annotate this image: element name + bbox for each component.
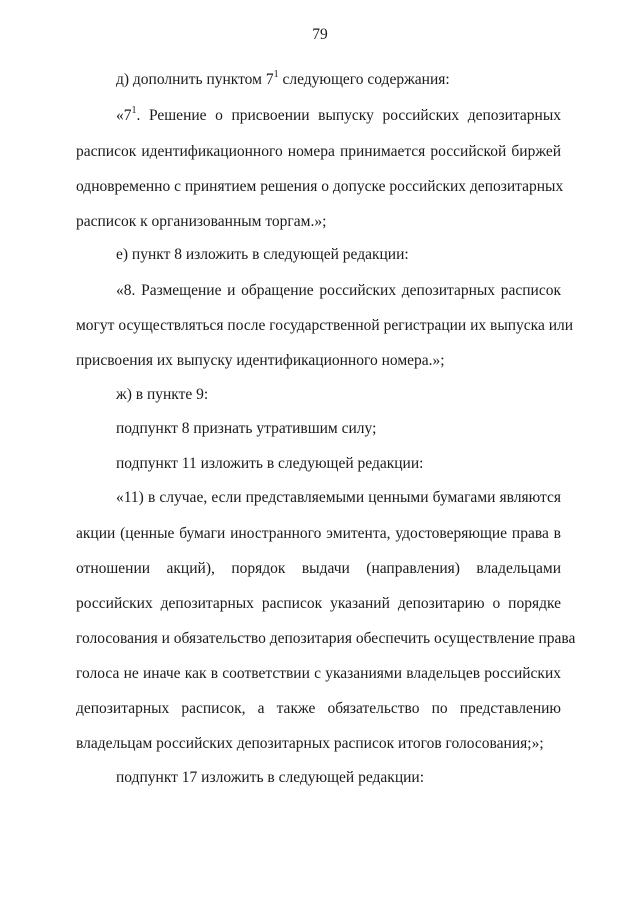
item-d-text-pre: д) дополнить пунктом 7 — [116, 71, 274, 88]
clause-11-line-1: «11) в случае, если представляемыми ценными бумагами являются — [116, 489, 561, 506]
clause-8-line-2: могут осуществляться после государственной регистрации их выпуска или — [76, 317, 574, 334]
subitem-17: подпункт 17 изложить в следующей редакции: — [116, 769, 425, 786]
item-e: е) пункт 8 изложить в следующей редакции: — [116, 246, 409, 263]
clause-7-1-line-1 — [116, 107, 561, 125]
clause-7-1-superscript: 1 — [131, 105, 137, 116]
item-zh: ж) в пункте 9: — [116, 386, 209, 403]
clause-7-1-text: . Решение о присвоении выпуску российских депозитарных — [136, 107, 561, 124]
subitem-8: подпункт 8 признать утратившим силу; — [116, 420, 377, 437]
clause-7-1-line-2: расписок идентификационного номера принимается российской биржей — [76, 143, 561, 160]
clause-11-line-4: российских депозитарных расписок указаний депозитарию о порядке — [76, 595, 561, 612]
item-d-text-post: следующего содержания: — [278, 71, 450, 88]
clause-11-line-8: владельцам российских депозитарных расписок итогов голосования;»; — [76, 735, 544, 752]
clause-7-1-quote-start: «7 — [116, 107, 132, 124]
clause-11-line-6: голоса не иначе как в соответствии с указаниями владельцев российских — [76, 665, 561, 682]
subitem-11: подпункт 11 изложить в следующей редакции: — [116, 455, 424, 472]
clause-11-line-3: отношении акций), порядок выдачи (направления) владельцами — [76, 560, 561, 577]
clause-11-line-2: акции (ценные бумаги иностранного эмитента, удостоверяющие права в — [76, 525, 561, 542]
clause-11-line-5: голосования и обязательство депозитария обеспечить осуществление права — [76, 630, 576, 647]
item-d-superscript: 1 — [273, 69, 279, 80]
clause-8-line-1: «8. Размещение и обращение российских депозитарных расписок — [116, 282, 561, 299]
page-number: 79 — [312, 26, 328, 43]
clause-8-line-3: присвоения их выпуску идентификационного номера.»; — [76, 352, 445, 369]
clause-11-line-7: депозитарных расписок, а также обязательство по представлению — [76, 700, 561, 717]
clause-7-1-line-3: одновременно с принятием решения о допуске российских депозитарных — [76, 178, 564, 195]
item-d — [116, 71, 450, 89]
clause-7-1-line-4: расписок к организованным торгам.»; — [76, 213, 327, 230]
